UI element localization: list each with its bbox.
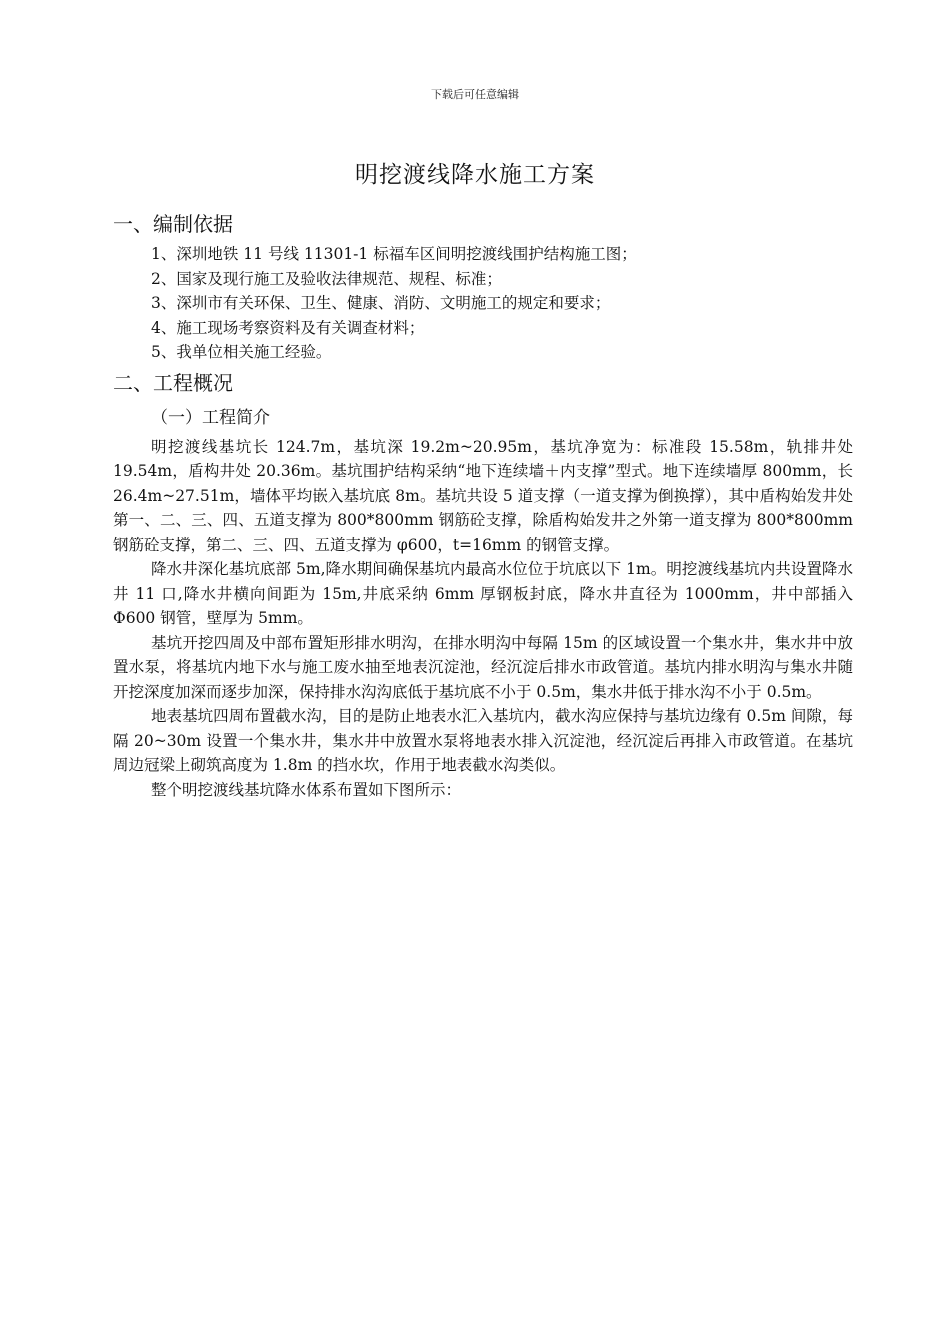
paragraph: 整个明挖渡线基坑降水体系布置如下图所示：: [151, 780, 462, 799]
paragraph: 明挖渡线基坑长 124.7m，基坑深 19.2m~20.95m，基坑净宽为：标准段 15.58m，轨排井处 19.54m，盾构井处 20.36m。基坑围护结构采纳“地下连续墙＋内支撑”型式。地下连续墙厚 800mm，长 26.4m~27.51m，墙体平均嵌入基坑底 8m。基坑共设 5 道支撑（一道支撑为倒换撑），其中盾构始发井处第一、二、三、四、五道支撑为 800*800mm 钢筋砼支撑，除盾构始发井之外第一道支撑为 800*800mm 钢筋砼支撑，第二、三、四、五道支撑为 φ600，t=16mm 的钢管支撑。: [113, 437, 853, 554]
list-item: 5、我单位相关施工经验。: [151, 343, 332, 361]
section-heading-overview: 二、工程概况: [113, 370, 233, 395]
list-item: 3、深圳市有关环保、卫生、健康、消防、文明施工的规定和要求；: [151, 294, 611, 312]
document-body: [113, 206, 853, 802]
list-item: 4、施工现场考察资料及有关调查材料；: [151, 318, 425, 337]
header-note: 下载后可任意编辑: [431, 88, 519, 101]
document-title: 明挖渡线降水施工方案: [355, 162, 595, 188]
section-heading-basis: 一、编制依据: [113, 212, 233, 236]
basis-list: [113, 242, 853, 365]
paragraph: 降水井深化基坑底部 5m,降水期间确保基坑内最高水位位于坑底以下 1m。明挖渡线基坑内共设置降水井 11 口,降水井横向间距为 15m,井底采纳 6mm 厚钢板封底，降水井直径为 1000mm，井中部插入 Φ600 钢管，壁厚为 5mm。: [113, 560, 853, 627]
list-item: 2、国家及现行施工及验收法律规范、规程、标准；: [151, 269, 502, 288]
subsection-heading-intro: （一）工程简介: [151, 407, 270, 428]
paragraph: 地表基坑四周布置截水沟，目的是防止地表水汇入基坑内，截水沟应保持与基坑边缘有 0.5m 间隙，每隔 20~30m 设置一个集水井，集水井中放置水泵将地表水排入沉淀池，经沉淀后再排入市政管道。在基坑周边冠梁上砌筑高度为 1.8m 的挡水坎，作用于地表截水沟类似。: [113, 707, 853, 774]
list-item: 1、深圳地铁 11 号线 11301-1 标福车区间明挖渡线围护结构施工图；: [151, 245, 637, 263]
paragraph: 基坑开挖四周及中部布置矩形排水明沟，在排水明沟中每隔 15m 的区域设置一个集水井，集水井中放置水泵，将基坑内地下水与施工废水抽至地表沉淀池，经沉淀后排水市政管道。基坑内排水明沟与集水井随开挖深度加深而逐步加深，保持排水沟沟底低于基坑底不小于 0.5m，集水井低于排水沟不小于 0.5m。: [113, 633, 853, 701]
